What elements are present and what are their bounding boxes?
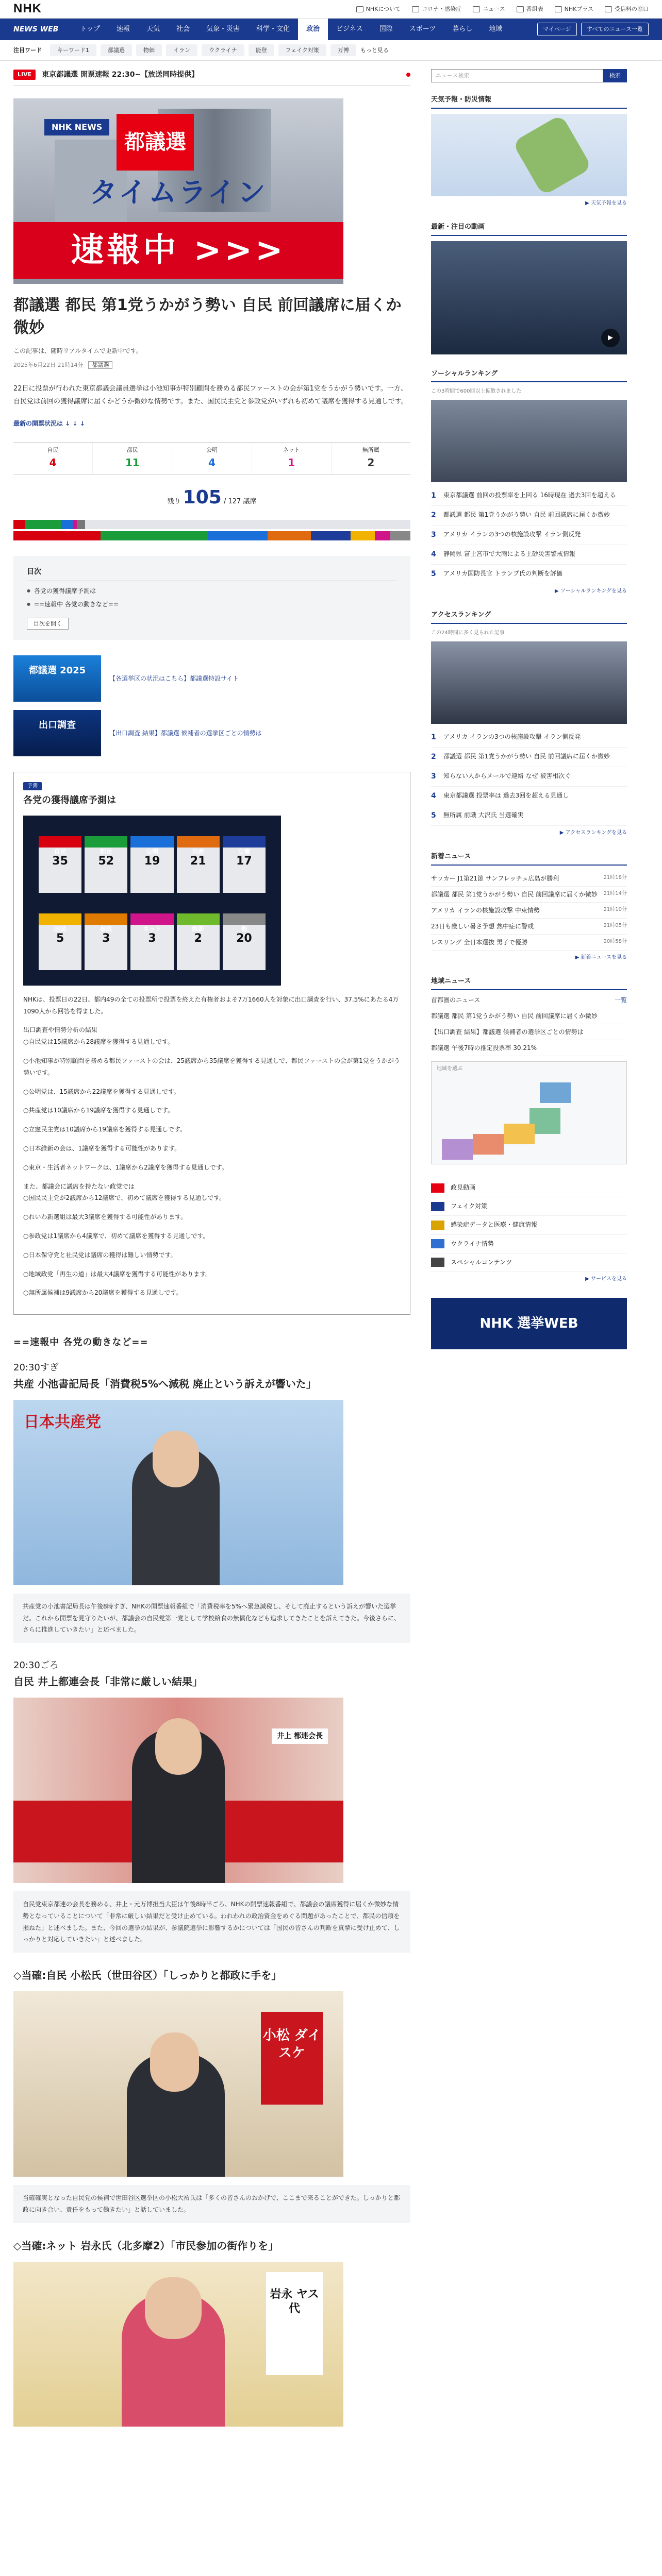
- service-icon: [431, 1183, 444, 1193]
- service-item[interactable]: 政見動画: [431, 1179, 627, 1197]
- post-time: 20:30ごろ: [13, 1660, 59, 1671]
- promo-link[interactable]: [13, 710, 410, 756]
- ranking-item[interactable]: 1 東京都議選 前回の投票率を上回る 16時現在 過去3回を超える: [431, 486, 627, 506]
- sidebar: [431, 61, 627, 2442]
- weather-title: 天気予報・防災情報: [431, 95, 627, 109]
- service-icon: [431, 1258, 444, 1267]
- news-item[interactable]: レスリング 全日本選抜 男子で優勝 20時58分: [431, 935, 627, 951]
- local-news-item[interactable]: 【出口調査 結果】都議選 候補者の選挙区ごとの情勢は: [431, 1024, 627, 1040]
- post-title: ◇当確:自民 小松氏（世田谷区）「しっかりと都政に手を」: [13, 1969, 282, 1982]
- prediction-paragraph: ○無所属候補は9議席から20議席を獲得する見通しです。: [23, 1289, 183, 1297]
- access-ranking: [431, 610, 627, 837]
- news-item[interactable]: 都議選 都民 第1党うかがう勢い 自民 前回議席に届くか微妙 21時14分: [431, 887, 627, 903]
- toc-item[interactable]: ● 各党の獲得議席予測は: [27, 586, 397, 596]
- board-cell: ネット 3: [130, 913, 173, 970]
- name-caption: 井上 都連会長: [272, 1728, 328, 1744]
- board-cell: 国民 5: [39, 913, 81, 970]
- play-icon: ▶: [601, 329, 620, 347]
- hot-words-label: 注目ワード: [13, 46, 42, 54]
- hot-word-chip[interactable]: イラン: [166, 44, 197, 57]
- fee-icon: [605, 6, 612, 12]
- table-of-contents: [13, 556, 410, 640]
- live-badge: LIVE: [13, 70, 36, 80]
- local-news-title: 地域ニュース: [431, 976, 627, 990]
- live-post: [13, 1658, 410, 1953]
- hero-timeline-title: タイムライン: [89, 176, 268, 209]
- local-news-item[interactable]: 都議選 都民 第1党うかがう勢い 自民 前回議席に届くか微妙: [431, 1008, 627, 1024]
- prediction-bar: [13, 531, 410, 540]
- nav-life[interactable]: 暮らし: [452, 25, 473, 33]
- prediction-title: 各党の獲得議席予測は: [23, 795, 116, 806]
- prediction-paragraph: ○共産党は10議席から19議席を獲得する見通しです。: [23, 1107, 174, 1114]
- live-post: [13, 1361, 410, 1643]
- hot-word-chip[interactable]: 万博: [330, 44, 356, 57]
- prediction-paragraph: ○参政党は1議席から4議席で、初めて議席を獲得する見通しです。: [23, 1232, 209, 1240]
- live-banner[interactable]: [13, 69, 410, 86]
- promo-text: 【出口調査 結果】都議選 候補者の選挙区ごとの情勢は: [109, 729, 262, 737]
- service-icon: [431, 1221, 444, 1230]
- region-kanto[interactable]: [504, 1124, 535, 1144]
- nav-international[interactable]: 国際: [379, 25, 393, 33]
- live-update-note: この記事は、随時リアルタイムで更新中です。: [13, 347, 142, 355]
- all-news-button[interactable]: すべてのニュース一覧: [581, 23, 649, 36]
- seat-count: 公明 4: [172, 443, 252, 474]
- video-thumbnail[interactable]: [431, 241, 627, 354]
- prediction-paragraph: NHKは、投票日の22日、都内49の全ての投票所で投票を終えた有権者およそ7万1660人を対象に出口調査を行い、37.5%にあたる4万1090人から回答を得ました。: [23, 995, 399, 1015]
- live-post: [13, 1968, 410, 2223]
- top-links: [356, 5, 649, 14]
- speaker-face: [153, 1431, 199, 1487]
- social-ranking-more[interactable]: ▶ ソーシャルランキングを見る: [554, 588, 627, 595]
- nav-local[interactable]: 地域: [489, 25, 503, 33]
- hero-nhk-news-label: NHK NEWS: [44, 119, 109, 135]
- new-news-title: 新着ニュース: [431, 852, 627, 866]
- nav-top[interactable]: トップ: [80, 25, 100, 33]
- nhk-logo[interactable]: NHK: [13, 2, 42, 16]
- region-map-label: 地域を選ぶ: [437, 1065, 462, 1072]
- nav-science[interactable]: 科学・文化: [256, 25, 290, 33]
- search-input[interactable]: ニュース検索: [431, 69, 603, 82]
- seat-count: ネット 1: [252, 443, 332, 474]
- nav-weather[interactable]: 天気: [146, 25, 160, 33]
- video-title: 最新・注目の動画: [431, 222, 627, 236]
- article-title: 都議選 都民 第1党うかがう勢い 自民 前回議席に届くか微妙: [13, 296, 402, 337]
- prediction-paragraph: 出口調査や情勢分析の結果 ○自民党は15議席から28議席を獲得する見通しです。: [23, 1026, 174, 1046]
- service-icon: [431, 1239, 444, 1248]
- post-photo: [13, 1400, 343, 1585]
- article-lead: 22日に投票が行われた東京都議会議員選挙は小池知事が特別顧問を務める都民ファーストの会が第1党をうかがう勢いです。一方、自民党は前回の獲得議席に届くかどうか微妙な情勢です。また、国民民主党と参政党がいずれも初めて議席を獲得する見通しです。: [13, 385, 408, 405]
- local-pref: 首都圏のニュース: [431, 996, 481, 1004]
- news-item[interactable]: アメリカ イランの核施設攻撃 中東情勢 21時10分: [431, 903, 627, 919]
- access-ranking-more[interactable]: ▶ アクセスランキングを見る: [559, 830, 627, 836]
- prediction-paragraph: また、都議会に議席を持たない政党では ○国民民主党が2議席から12議席で、初めて議席を獲得する見通しです。: [23, 1182, 226, 1202]
- nav-politics[interactable]: 政治: [298, 19, 328, 40]
- top-link-news[interactable]: ニュース: [473, 5, 505, 14]
- news-item[interactable]: 23日も厳しい暑さ予想 熱中症に警戒 21時05分: [431, 919, 627, 935]
- new-news-more[interactable]: ▶ 新着ニュースを見る: [575, 954, 627, 960]
- japan-map-shape: [512, 114, 592, 196]
- social-ranking-title: ソーシャルランキング: [431, 369, 627, 383]
- board-cell: 参政 3: [85, 913, 127, 970]
- post-time: 20:30すぎ: [13, 1362, 59, 1374]
- nav-business[interactable]: ビジネス: [336, 25, 363, 33]
- remaining-seats: 残り 105 / 127 議席: [167, 487, 257, 509]
- local-news-item[interactable]: 都議選 午後7時の推定投票率 30.21%: [431, 1040, 627, 1056]
- board-cell: 立憲 17: [223, 836, 266, 893]
- speaker-face: [145, 2277, 202, 2339]
- access-ranking-note: この24時間に多く見られた記事: [431, 630, 505, 636]
- prediction-paragraph: ○れいわ新選組は最大3議席を獲得する可能性があります。: [23, 1213, 187, 1221]
- top-link-nhkplus[interactable]: NHKプラス: [555, 5, 593, 14]
- post-title: 自民 井上都連会長「非常に厳しい結果」: [13, 1675, 203, 1688]
- ranking-item[interactable]: 5 アメリカ国防長官 トランプ氏の判断を評価: [431, 565, 627, 584]
- hot-words-bar: [0, 40, 662, 61]
- virus-icon: [412, 6, 419, 12]
- weather-map[interactable]: [431, 114, 627, 196]
- nav-disaster[interactable]: 気象・災害: [206, 25, 240, 33]
- weather-box: [431, 95, 627, 208]
- nav-sports[interactable]: スポーツ: [409, 25, 436, 33]
- new-news: [431, 852, 627, 962]
- live-section-heading: ==速報中 各党の動きなど==: [13, 1337, 148, 1348]
- post-photo: [13, 1698, 343, 1883]
- hot-word-chip[interactable]: 都議選: [101, 44, 132, 57]
- mypage-button[interactable]: マイページ: [537, 23, 577, 36]
- weather-more-link[interactable]: ▶ 天気予報を見る: [585, 200, 627, 206]
- post-title: ◇当確:ネット 岩永氏（北多摩2）「市民参加の街作りを」: [13, 2239, 279, 2252]
- article-date: 2025年6月22日 21時14分 都議選: [13, 361, 410, 370]
- ranking-item[interactable]: 2 都議選 都民 第1党うかがう勢い 自民 前回議席に届くか微妙: [431, 748, 627, 767]
- ranking-item[interactable]: 5 無所属 前職 大沢氏 当選確実: [431, 806, 627, 826]
- post-photo: [13, 1991, 343, 2177]
- article-tag[interactable]: 都議選: [88, 361, 112, 369]
- service-icon: [431, 1202, 444, 1211]
- name-banner: 小松 ダイスケ: [261, 2012, 323, 2105]
- toc-item[interactable]: ● ==速報中 各党の動きなど==: [27, 600, 397, 609]
- exit-poll-banner: 出口調査: [13, 710, 101, 756]
- speaker-face: [155, 1718, 202, 1775]
- prediction-paragraph: ○地域政党「再生の道」は最大4議席を獲得する可能性があります。: [23, 1270, 212, 1278]
- speaker-face: [150, 2032, 199, 2092]
- latest-count-heading: 最新の開票状況は ↓ ↓ ↓: [13, 419, 85, 427]
- seat-count: 無所属 2: [362, 446, 379, 469]
- post-photo: [13, 2262, 343, 2427]
- local-more-link[interactable]: 一覧: [614, 996, 627, 1004]
- service-more[interactable]: ▶ サービスを見る: [585, 1276, 627, 1282]
- news-icon: [473, 6, 480, 12]
- nav-society[interactable]: 社会: [176, 25, 190, 33]
- top-link-corona[interactable]: コロナ・感染症: [412, 5, 461, 14]
- main-nav: [0, 19, 662, 40]
- ranking-item[interactable]: 2 都議選 都民 第1党うかがう勢い 自民 前回議席に届くか微妙: [431, 506, 627, 526]
- news-web-brand[interactable]: NEWS WEB: [13, 25, 59, 33]
- ranking-item[interactable]: 3 知らない人からメールで連絡 なぜ 被害相次ぐ: [431, 767, 627, 787]
- board-cell: 維新 2: [177, 913, 220, 970]
- post-title: 共産 小池書記局長「消費税5%へ減税 廃止という訴えが響いた」: [13, 1377, 317, 1390]
- service-item[interactable]: 感染症データと医療・健康情報: [431, 1216, 627, 1234]
- prediction-paragraph: ○小池知事が特別顧問を務める都民ファーストの会は、25議席から35議席を獲得する見通しで、都民ファーストの会が第1党をうかがう勢いです。: [23, 1057, 400, 1076]
- region-map[interactable]: [431, 1061, 627, 1164]
- name-banner: 岩永 ヤス代: [266, 2272, 323, 2375]
- election-web-banner[interactable]: NHK 選挙WEB: [431, 1298, 627, 1349]
- ranking-item[interactable]: 1 アメリカ イランの3つの核施設攻撃 イラン側反発: [431, 728, 627, 748]
- tv-guide-icon: [517, 6, 524, 12]
- hot-word-chip[interactable]: フェイク対策: [278, 44, 326, 57]
- ranking-item[interactable]: 4 静岡県 富士宮市で大雨による土砂災害警戒情報: [431, 545, 627, 565]
- hero-breaking-band: 速報中 >>>: [13, 222, 343, 279]
- hot-word-chip[interactable]: キーワード1: [50, 44, 96, 57]
- service-item[interactable]: スペシャルコンテンツ: [431, 1253, 627, 1272]
- social-ranking: [431, 369, 627, 596]
- play-icon: [555, 6, 562, 12]
- prediction-tag: 予測: [23, 782, 42, 790]
- board-cell: 都民 52: [85, 836, 127, 893]
- hero-election-label: 都議選: [117, 114, 194, 171]
- board-cell: 公明 19: [130, 836, 173, 893]
- service-item[interactable]: ウクライナ情勢: [431, 1235, 627, 1253]
- hot-word-chip[interactable]: 物価: [136, 44, 162, 57]
- top-link-tv-guide[interactable]: 番組表: [517, 5, 543, 14]
- seat-count: 都民 11: [93, 443, 172, 474]
- hero-image: [13, 98, 343, 284]
- prediction-board: [23, 816, 281, 986]
- region-kinki[interactable]: [473, 1134, 504, 1155]
- ranking-item[interactable]: 3 アメリカ イランの3つの核施設攻撃 イラン側反発: [431, 526, 627, 545]
- main-column: [13, 61, 410, 2442]
- search-button[interactable]: 検索: [603, 69, 627, 82]
- region-kyushu[interactable]: [442, 1139, 473, 1160]
- live-title: 東京都議選 開票速報 22:30~【放送同時提供】: [42, 71, 199, 79]
- top-bar: [0, 0, 662, 19]
- toc-open-button[interactable]: 目次を開く: [27, 618, 69, 630]
- nav-breaking[interactable]: 速報: [116, 25, 130, 33]
- promo-link[interactable]: [13, 655, 410, 702]
- seat-counts: [13, 442, 410, 475]
- post-text: 自民党東京都連の会長を務める、井上・元万博担当大臣は午後8時半ごろ、NHKの開票速報番組で、都議会の議席獲得に届くか微妙な情勢となっていることについて「非常に厳しい結果だと受け止めている。われわれの政治資金をめぐる問題があったことで、都民の信頼を損ねた」と述べました。また、今回の選挙の結果が、参議院選挙に影響するかについては「国民の皆さんの判断を真摯に受け止めて、しっかりと対応していきたい」と述べました。: [13, 1891, 410, 1953]
- local-news: [431, 976, 627, 1164]
- access-ranking-title: アクセスランキング: [431, 610, 627, 624]
- board-cell: 共産 21: [177, 836, 220, 893]
- video-box: [431, 222, 627, 354]
- board-cell: 自民 35: [39, 836, 81, 893]
- post-text: 共産党の小池書記局長は午後8時すぎ、NHKの開票速報番組で「消費税率を5%へ緊急減税し、そして廃止するという訴えが響いた選挙だ。これから開票を見守りたいが、都議会の自民党第一党として学校給食の無償化なども追求してきたことを訴えてきた。今後さらに、さらに推進していきたい」と述べました。: [13, 1594, 410, 1643]
- news-item[interactable]: サッカー J1第21節 サンフレッチェ広島が勝利 21時18分: [431, 871, 627, 887]
- top-link-fee[interactable]: 受信料の窓口: [605, 5, 649, 14]
- social-top-image[interactable]: [431, 400, 627, 482]
- region-hokkaido[interactable]: [540, 1082, 571, 1103]
- photo-sign-text: 日本共産党: [24, 1413, 101, 1431]
- nav-right: [537, 23, 649, 36]
- prediction-paragraph: ○日本保守党と社民党は議席の獲得は難しい情勢です。: [23, 1251, 177, 1259]
- prediction-paragraph: ○日本維新の会は、1議席を獲得する可能性があります。: [23, 1145, 181, 1153]
- top-link-about[interactable]: NHKについて: [356, 5, 401, 14]
- prediction-paragraph: ○東京・生活者ネットワークは、1議席から2議席を獲得する見通しです。: [23, 1163, 228, 1171]
- ranking-item[interactable]: 4 東京都議選 投票率は 過去3回を超える見通し: [431, 787, 627, 806]
- search-box: [431, 69, 627, 82]
- toc-title: 目次: [27, 566, 397, 581]
- prediction-paragraph: ○公明党は、15議席から22議席を獲得する見通しです。: [23, 1088, 180, 1095]
- election-site-banner: 都議選 2025: [13, 655, 101, 702]
- post-text: 当確確実となった自民党の候補で世田谷区選挙区の小松大祐氏は「多くの皆さんのおかげで、ここまで来ることができた。しっかりと都政に向き合い、責任をもって働きたい」と話していました。: [13, 2185, 410, 2223]
- service-item[interactable]: フェイク対策: [431, 1197, 627, 1216]
- promo-text: 【各選挙区の状況はこちら】都議選特設サイト: [109, 674, 239, 682]
- access-top-image[interactable]: [431, 641, 627, 724]
- prediction-panel: [13, 772, 410, 1315]
- board-cell: 他 20: [223, 913, 266, 970]
- hot-word-chip[interactable]: 能登: [249, 44, 274, 57]
- hot-words-more-link[interactable]: もっと見る: [360, 46, 389, 54]
- service-list: [431, 1179, 627, 1283]
- live-dot-icon: [406, 73, 410, 77]
- prediction-paragraph: ○立憲民主党は10議席から19議席を獲得する見通しです。: [23, 1126, 187, 1133]
- social-ranking-note: この3時間で600回以上拡散されました: [431, 388, 522, 395]
- hot-word-chip[interactable]: ウクライナ: [202, 44, 244, 57]
- seat-bar: [13, 520, 410, 529]
- live-post: [13, 2239, 410, 2427]
- seat-count: 自民 4: [13, 443, 93, 474]
- info-icon: [356, 6, 363, 12]
